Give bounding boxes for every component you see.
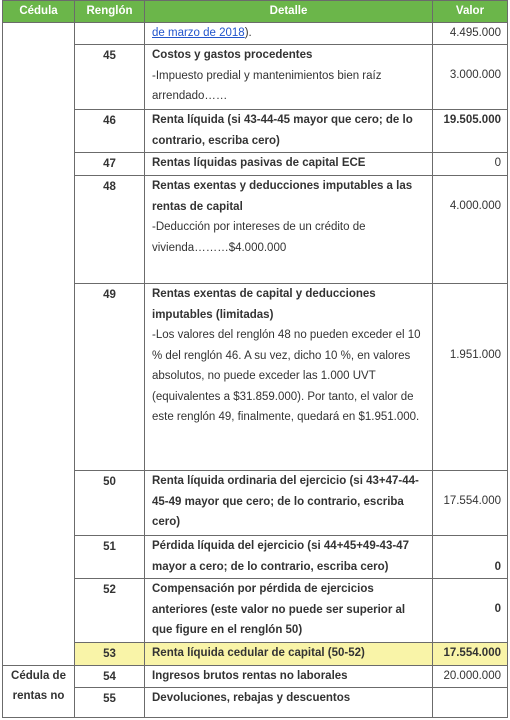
value-cell — [433, 688, 508, 718]
value-cell: 3.000.000 — [433, 45, 508, 110]
detail-cell — [145, 23, 433, 45]
renglon-cell: 54 — [75, 665, 145, 688]
detail-cell — [145, 284, 433, 471]
table-row — [3, 110, 508, 153]
table-row — [3, 688, 508, 718]
detail-desc: -Impuesto predial y mantenimientos bien raíz arrendado…… — [152, 69, 382, 102]
cedula-no-laborales-cell: Cédula de rentas no — [3, 665, 75, 718]
renglon-cell — [75, 23, 145, 45]
header-renglon: Renglón — [75, 1, 145, 23]
detail-title: Costos y gastos procedentes — [152, 49, 313, 61]
header-valor: Valor — [433, 1, 508, 23]
value-cell: 0 — [433, 153, 508, 176]
table-row — [3, 471, 508, 536]
value-cell: 17.554.000 — [433, 643, 508, 666]
renta-capital-table — [2, 0, 508, 718]
table-row — [3, 45, 508, 110]
header-detalle: Detalle — [145, 1, 433, 23]
table-row — [3, 643, 508, 666]
detail-title: Compensación por pérdida de ejercicios anteriores (este valor no puede ser superior al que figure en el renglón 50) — [145, 579, 433, 643]
renglon-cell: 46 — [75, 110, 145, 153]
table-header-row — [3, 1, 508, 23]
renglon-cell: 55 — [75, 688, 145, 718]
table-row — [3, 536, 508, 579]
value-cell: 0 — [433, 579, 508, 643]
detail-title: Rentas líquidas pasivas de capital ECE — [145, 153, 433, 176]
renglon-cell: 48 — [75, 176, 145, 284]
reference-link[interactable]: de marzo de 2018 — [152, 27, 245, 39]
value-cell: 19.505.000 — [433, 110, 508, 153]
detail-title: Pérdida líquida del ejercicio (si 44+45+49-43-47 mayor a cero; de lo contrario, escriba cero) — [145, 536, 433, 579]
header-cedula: Cédula — [3, 1, 75, 23]
value-cell: 1.951.000 — [433, 284, 508, 471]
table-row — [3, 176, 508, 284]
detail-title: Rentas exentas de capital y deducciones imputables (limitadas) — [152, 288, 376, 321]
value-cell: 4.495.000 — [433, 23, 508, 45]
detail-title: Rentas exentas y deducciones imputables a las rentas de capital — [152, 180, 413, 213]
value-cell: 20.000.000 — [433, 665, 508, 688]
renglon-cell: 51 — [75, 536, 145, 579]
detail-desc: -Los valores del renglón 48 no pueden exceder el 10 % del renglón 46. A su vez, dicho 10 %, en valores absolutos, no puede exceder las 1.000 UVT (equivalentes a $31.859.000). Por tanto, el valor de este renglón 49, finalmente, quedará en $1.951.000. — [152, 329, 421, 423]
table-row — [3, 665, 508, 688]
detail-title: Renta líquida (si 43-44-45 mayor que cero; de lo contrario, escriba cero) — [145, 110, 433, 153]
renglon-cell: 50 — [75, 471, 145, 536]
detail-title: Ingresos brutos rentas no laborales — [145, 665, 433, 688]
table-row — [3, 284, 508, 471]
detail-cell — [145, 45, 433, 110]
renglon-cell: 53 — [75, 643, 145, 666]
table-row — [3, 579, 508, 643]
value-cell: 0 — [433, 536, 508, 579]
value-cell: 4.000.000 — [433, 176, 508, 284]
table-row — [3, 153, 508, 176]
table-row — [3, 23, 508, 45]
detail-desc: ). — [244, 27, 252, 39]
detail-title: Devoluciones, rebajas y descuentos — [145, 688, 433, 718]
renglon-cell: 45 — [75, 45, 145, 110]
detail-title: Renta líquida cedular de capital (50-52) — [145, 643, 433, 666]
cedula-capital-cell — [3, 23, 75, 666]
renglon-cell: 47 — [75, 153, 145, 176]
detail-desc: -Deducción por intereses de un crédito de vivienda………$4.000.000 — [152, 221, 366, 254]
renglon-cell: 52 — [75, 579, 145, 643]
renglon-cell: 49 — [75, 284, 145, 471]
detail-title: Renta líquida ordinaria del ejercicio (si 43+47-44-45-49 mayor que cero; de lo contrario, escriba cero) — [145, 471, 433, 536]
value-cell: 17.554.000 — [433, 471, 508, 536]
detail-cell — [145, 176, 433, 284]
